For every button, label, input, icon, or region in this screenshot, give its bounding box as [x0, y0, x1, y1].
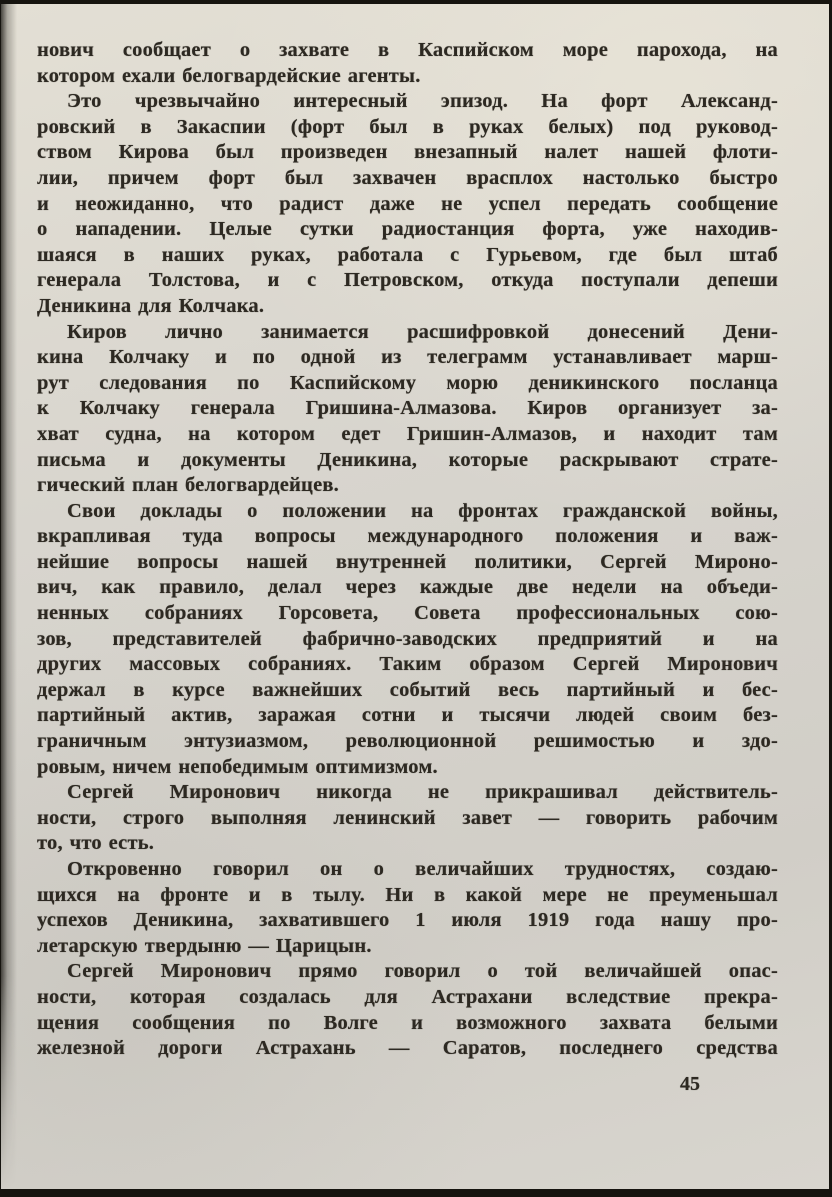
text-line: зов, представителей фабрично-заводских предприятий и на: [37, 627, 778, 650]
text-line: Сергей Миронович прямо говорил о той величайшей опас-: [67, 960, 778, 983]
text-line: летарскую твердыню — Царицын.: [37, 934, 372, 957]
text-line: железной дороги Астрахань — Саратов, последнего средства: [37, 1037, 778, 1060]
scan-bottom-edge: [0, 1189, 832, 1197]
text-line: держал в курсе важнейших событий весь партийный и бес-: [37, 678, 778, 701]
text-line: Сергей Миронович никогда не прикрашивал действитель-: [67, 781, 778, 804]
text-line: щихся на фронте и в тылу. Ни в какой мере не преуменьшал: [37, 883, 778, 906]
text-line: кина Колчаку и по одной из телеграмм устанавливает марш-: [37, 346, 778, 369]
page-text: [37, 38, 778, 1062]
text-line: вкрапливая туда вопросы международного положения и важ-: [37, 525, 778, 548]
text-line: граничным энтузиазмом, революционной решимостью и здо-: [37, 730, 778, 753]
text-line: Откровенно говорил он о величайших трудностях, создаю-: [67, 858, 778, 880]
text-line: ненных собраниях Горсовета, Совета профессиональных сою-: [37, 602, 778, 625]
text-line: Это чрезвычайно интересный эпизод. На форт Александ-: [67, 90, 778, 113]
text-line: и неожиданно, что радист даже не успел передать сообщение: [37, 192, 778, 215]
text-line: Киров лично занимается расшифровкой донесений Дени-: [67, 320, 778, 343]
text-line: Свои доклады о положении на фронтах гражданской войны,: [67, 499, 778, 522]
text-line: ровский в Закаспии (форт был в руках белых) под руковод-: [37, 115, 778, 138]
text-line: нович сообщает о захвате в Каспийском море парохода, на: [37, 39, 778, 61]
text-line: вич, как правило, делал через каждые две недели на объеди-: [37, 576, 778, 599]
text-line: успехов Деникина, захватившего 1 июля 1919 года нашу про-: [37, 909, 778, 932]
text-line: нейшие вопросы нашей внутренней политики, Сергей Мироно-: [37, 550, 778, 573]
text-line: к Колчаку генерала Гришина-Алмазова. Киров организует за-: [37, 397, 778, 420]
text-line: то, что есть.: [37, 832, 155, 855]
text-line: котором ехали белогвардейские агенты.: [37, 64, 421, 87]
text-line: ровым, ничем непобедимым оптимизмом.: [37, 755, 438, 778]
text-line: генерала Толстова, и с Петровском, откуда поступали депеши: [37, 269, 778, 292]
gutter-shadow: [1, 4, 17, 1189]
text-line: лии, причем форт был захвачен врасплох настолько быстро: [37, 166, 778, 189]
text-line: других массовых собраниях. Таким образом Сергей Миронович: [37, 653, 778, 676]
text-line: шаяся в наших руках, работала с Гурьевом, где был штаб: [37, 243, 778, 266]
text-line: партийный актив, заражая сотни и тысячи людей своим без-: [37, 704, 778, 727]
text-line: Деникина для Колчака.: [37, 294, 265, 317]
text-line: письма и документы Деникина, которые раскрывают страте-: [37, 448, 778, 471]
text-line: ности, которая создалась для Астрахани вследствие прекра-: [37, 985, 778, 1008]
text-line: ством Кирова был произведен внезапный налет нашей флоти-: [37, 141, 778, 164]
text-line: рут следования по Каспийскому морю деникинского посланца: [37, 371, 778, 394]
text-line: хват судна, на котором едет Гришин-Алмазов, и находит там: [37, 422, 778, 445]
text-line: гический план белогвардейцев.: [37, 474, 339, 497]
text-line: щения сообщения по Волге и возможного захвата белыми: [37, 1011, 778, 1034]
book-page: [1, 4, 829, 1189]
text-line: ности, строго выполняя ленинский завет — говорить рабочим: [37, 806, 778, 829]
page-number: 45: [680, 1073, 700, 1095]
text-line: о нападении. Целые сутки радиостанция форта, уже находив-: [37, 218, 778, 241]
